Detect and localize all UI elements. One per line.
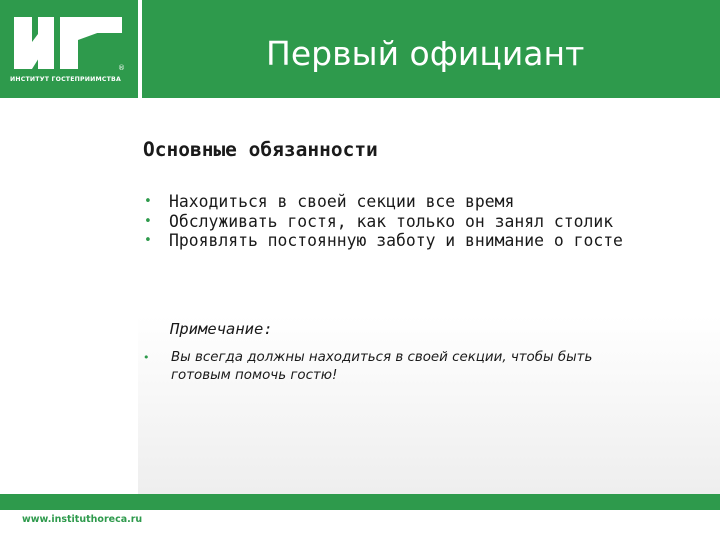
bullet-icon: • — [143, 351, 150, 364]
left-strip — [0, 98, 138, 510]
list-item-text: Обслуживать гостя, как только он занял столик — [169, 211, 614, 231]
bullet-icon: • — [144, 213, 152, 229]
bullet-icon: • — [144, 233, 152, 248]
slide-title: Первый официант — [266, 34, 585, 73]
bottom-bar — [0, 494, 720, 510]
registered-mark: ® — [118, 64, 125, 72]
list-item-text: Находиться в своей секции все время — [169, 192, 515, 211]
footer-url[interactable]: www.instituthoreca.ru — [22, 514, 143, 525]
section-heading: Основные обязанности — [143, 138, 378, 161]
duties-list — [143, 192, 703, 251]
note — [143, 349, 623, 385]
ig-logo-icon — [0, 0, 138, 98]
note-text: Вы всегда должны находиться в своей секции, чтобы быть готовым помочь гостю! — [171, 350, 593, 383]
list-item — [143, 192, 703, 212]
note-label: Примечание: — [170, 320, 273, 338]
title-bar — [142, 0, 720, 98]
logo-caption: ИНСТИТУТ ГОСТЕПРИИМСТВА — [10, 76, 121, 83]
bullet-icon: • — [144, 194, 152, 209]
list-item-text: Проявлять постоянную заботу и внимание о госте — [169, 231, 623, 250]
list-item — [143, 212, 703, 232]
list-item — [143, 231, 703, 251]
logo — [0, 0, 138, 98]
